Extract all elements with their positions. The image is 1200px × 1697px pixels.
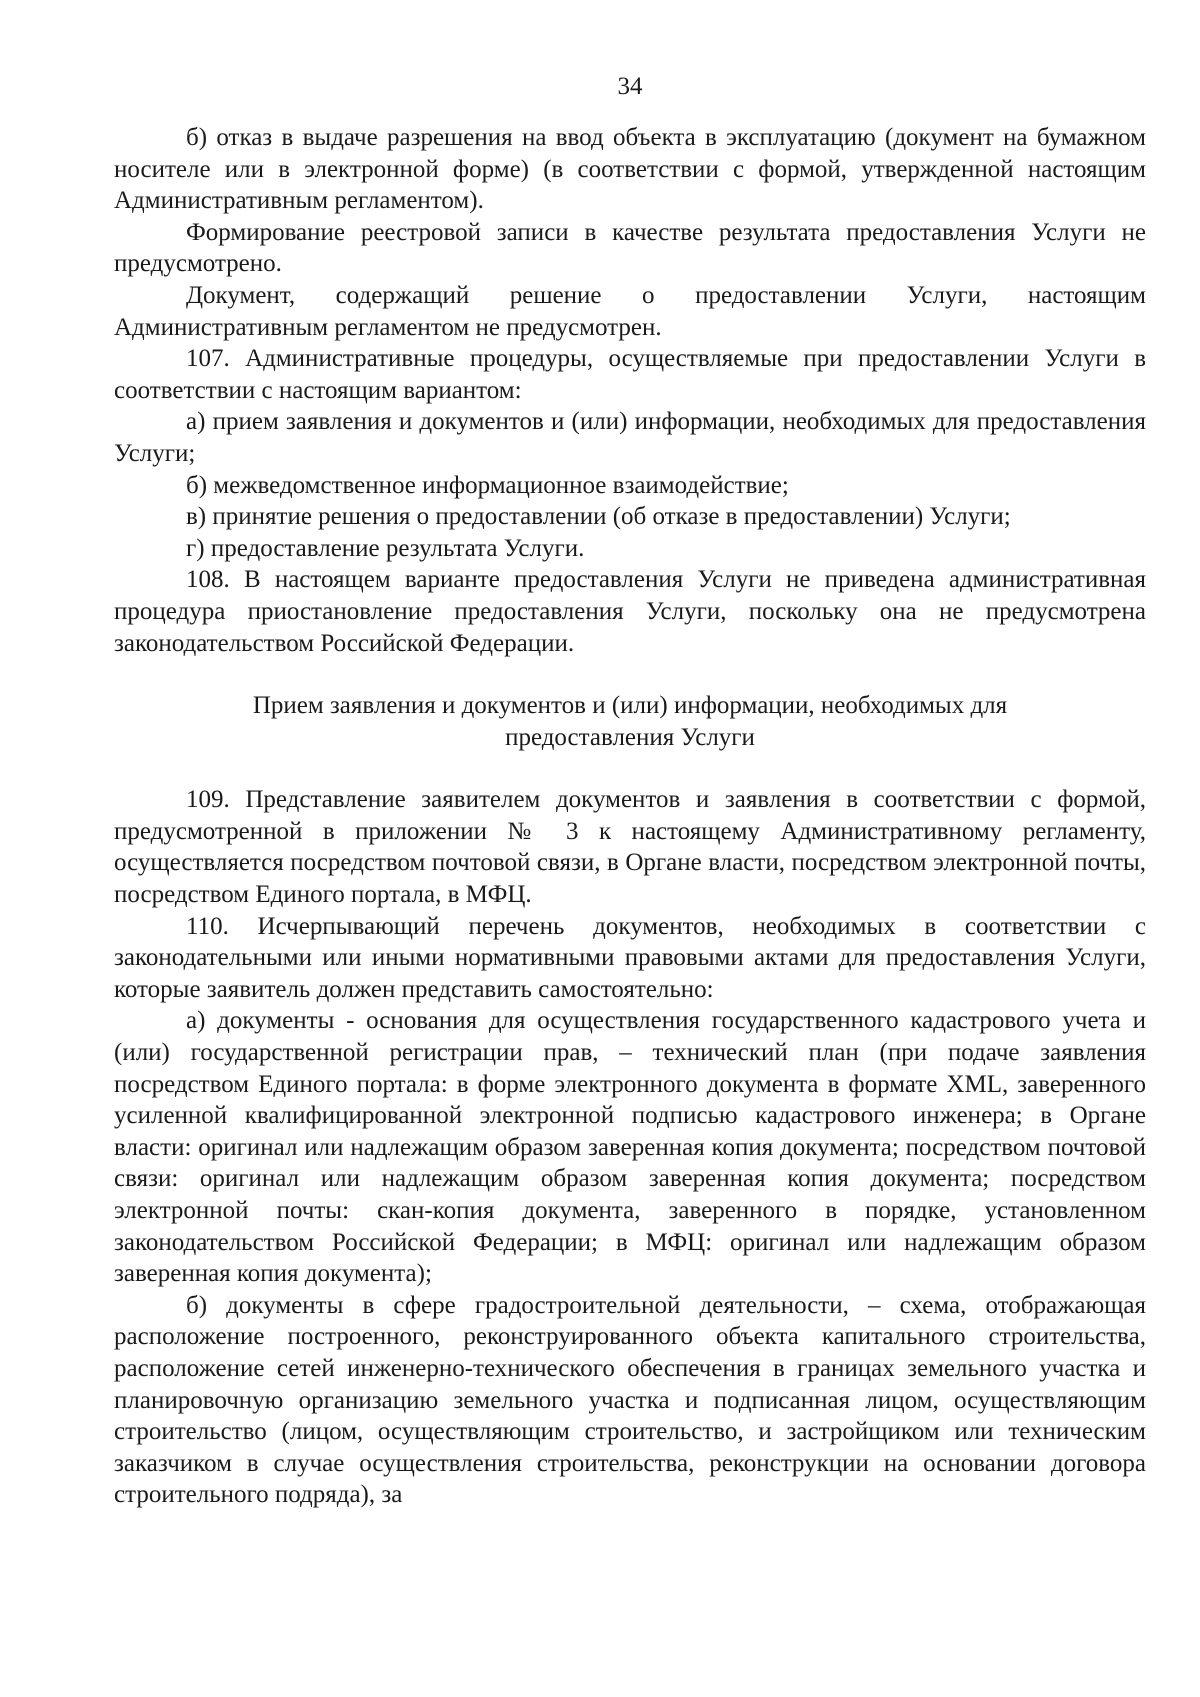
section-heading-line-2: предоставления Услуги [505,723,755,751]
paragraph-107: 107. Административные процедуры, осуществляемые при предоставлении Услуги в соответствии с настоящим вариантом: [114,345,1146,404]
document-body [114,122,1146,1511]
list-item-b: б) межведомственное информационное взаимодействие; [186,471,789,499]
paragraph-result-refusal: б) отказ в выдаче разрешения на ввод объекта в эксплуатацию (документ на бумажном носителе или в электронной форме) (в соответствии с формой, утвержденной настоящим Административным регламентом). [114,124,1146,215]
paragraph-108: 108. В настоящем варианте предоставления Услуги не приведена административная процедура приостановление предоставления Услуги, поскольку она не предусмотрена законодательством Российской Федерации. [114,566,1146,657]
list-item-110-a: а) документы - основания для осуществления государственного кадастрового учета и (или) государственной регистрации прав, – технический план (при подаче заявления посредством Единого портала: в форме электронного документа в формате XML, заверенного усиленной квалифицированной электронной подписью кадастрового инженера; в Органе власти: оригинал или надлежащим образом заверенная копия документа; посредством почтовой связи: оригинал или надлежащим образом заверенная копия документа; посредством электронной почты: скан-копия документа, заверенного в порядке, установленном законодательством Российской Федерации; в МФЦ: оригинал или надлежащим образом заверенная копия документа); [114,1007,1146,1288]
list-item-g: г) предоставление результата Услуги. [186,534,585,562]
paragraph-110: 110. Исчерпывающий перечень документов, необходимых в соответствии с законодательными или иными нормативными правовыми актами для предоставления Услуги, которые заявитель должен представить самостоятельно: [114,912,1146,1003]
list-item-110-b: б) документы в сфере градостроительной деятельности, – схема, отображающая расположение построенного, реконструированного объекта капитального строительства, расположение сетей инженерно-технического обеспечения в границах земельного участка и планировочную организацию земельного участка и подписанная лицом, осуществляющим строительство (лицом, осуществляющим строительство, и застройщиком или техническим заказчиком в случае осуществления строительства, реконструкции на основании договора строительного подряда), за [114,1291,1146,1509]
section-heading-line-1: Прием заявления и документов и (или) информации, необходимых для [252,692,1008,720]
list-item-v: в) принятие решения о предоставлении (об отказе в предоставлении) Услуги; [186,503,1011,531]
section-heading [114,690,1146,753]
paragraph-109: 109. Представление заявителем документов и заявления в соответствии с формой, предусмотренной в приложении № 3 к настоящему Административному регламенту, осуществляется посредством почтовой связи, в Органе власти, посредством электронной почты, посредством Единого портала, в МФЦ. [114,786,1146,909]
list-item-a: а) прием заявления и документов и (или) информации, необходимых для предоставления Услуги; [114,408,1146,467]
paragraph-decision-document: Документ, содержащий решение о предоставлении Услуги, настоящим Административным регламентом не предусмотрен. [114,281,1146,341]
paragraph-registry-record: Формирование реестровой записи в качестве результата предоставления Услуги не предусмотрено. [114,218,1146,278]
page-number: 34 [617,73,643,100]
